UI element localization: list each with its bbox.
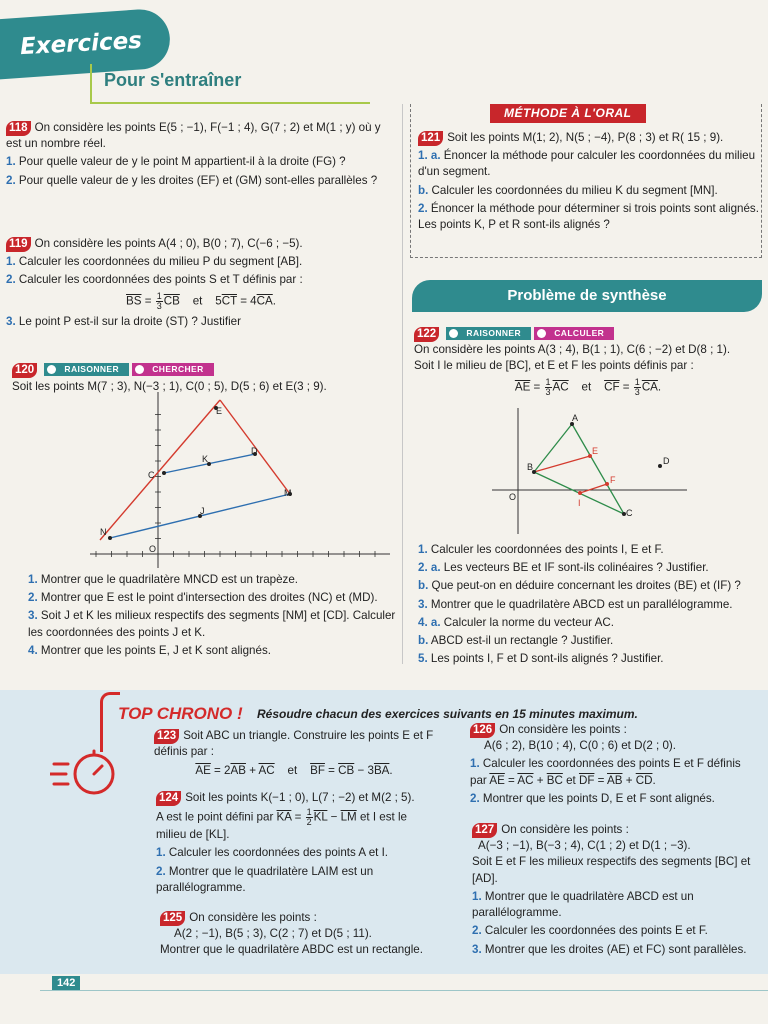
label-O: O: [509, 492, 517, 502]
stopwatch-icon: [50, 742, 130, 802]
question-3: Montrer que les droites (AE) et FC) sont parallèles.: [484, 942, 747, 956]
label-E: E: [216, 406, 223, 416]
exercise-intro: Soit ABC un triangle. Construire les points E et F définis par :: [154, 729, 434, 759]
exercise-intro: On considère les points :: [189, 911, 317, 924]
point-I: [578, 491, 582, 495]
exercise-intro-2: Soit E et F les milieux respectifs des segments [BC] et [AD].: [472, 855, 751, 885]
top-chrono-subtitle: Résoudre chacun des exercices suivants en 15 minutes maximum.: [257, 707, 638, 721]
vector-equation: $\overline{AE}$ = $\frac{1}{3}$ $\overline{AC}$ et $\overline{CF}$ = $\frac{1}{3}$ $\overline{CA}$.: [514, 376, 662, 397]
probleme-synthese-banner: Problème de synthèse: [412, 280, 762, 312]
question-2: Calculer les coordonnées des points E et F.: [484, 924, 708, 938]
question-1: Calculer les coordonnées des points E et F définis par: [470, 757, 741, 787]
exercise-122-questions: 1. Calculer les coordonnées des points I, E et F. 2. a. Les vecteurs BE et IF sont-ils colinéaires ? Justifier. b. Que peut-on en déduire concernant les droites (BE) et (IF) ? 3. Montrer que le quadrilatère ABCD est un parallélogramme. 4. a. Calculer la norme du vecteur AC. b. ABCD est-il un rectangle ? Justifier. 5. Les points I, F et D sont-ils alignés ? Justifier.: [418, 543, 741, 666]
exercise-number: 124: [156, 791, 181, 806]
exercise-number: 120: [12, 363, 37, 378]
exercise-intro-2: Soit I le milieu de [BC], et E et F les points définis par :: [414, 359, 694, 373]
question-3: Soit J et K les milieux respectifs des segments [NM] et [CD]. Calculer les coordonnées des points J et K.: [28, 609, 396, 639]
exercise-intro: On considère les points E(5 ; −1), F(−1 ; 4), G(7 ; 2) et M(1 ; y) où y est un nombre réel.: [6, 121, 381, 151]
exercise-number: 122: [414, 327, 439, 342]
question-3: Montrer que le quadrilatère ABCD est un parallélogramme.: [430, 597, 733, 611]
exercise-intro: Soit les points K(−1 ; 0), L(7 ; −2) et M(2 ; 5).: [185, 791, 415, 804]
exercise-intro: On considère les points :: [501, 823, 629, 836]
exercise-120-questions: 1. Montrer que le quadrilatère MNCD est un trapèze. 2. Montrer que E est le point d'intersection des droites (NC) et (MD). 3. Soit J et K les milieux respectifs des segments [NM] et [CD]. Calculer les coordonnées des points J et K. 4. Montrer que les points E, J et K sont alignés.: [28, 573, 396, 657]
exercise-intro: On considère les points :: [499, 723, 627, 736]
figure-122: [492, 408, 692, 536]
question-2: Calculer les coordonnées des points S et T définis par :: [18, 273, 303, 287]
question-2: Montrer que les points D, E et F sont alignés.: [482, 791, 715, 805]
tag-raisonner: RAISONNER: [446, 327, 531, 340]
exercise-number: 121: [418, 131, 443, 146]
label-F: F: [610, 475, 616, 485]
point-N: [108, 536, 112, 540]
exercise-intro: On considère les points A(4 ; 0), B(0 ; 7), C(−6 ; −5).: [34, 237, 303, 250]
label-I: I: [578, 498, 581, 508]
question-1: Calculer les coordonnées du milieu P du segment [AB].: [18, 255, 303, 269]
exercise-119: 119 On considère les points A(4 ; 0), B(0 ; 7), C(−6 ; −5). 1. Calculer les coordonnées du milieu P du segment [AB]. 2. Calculer les coordonnées des points S et T définis par : $\overline{BS}$ = $\frac{1}{3}$ $\overline{CB}$ et $5\overline{CT} = 4\overline{CA}$. 3. Le point P est-il sur la droite (ST) ? Justifier: [6, 236, 396, 330]
label-K: K: [202, 454, 209, 464]
exercise-120-header: [12, 362, 402, 395]
question-2b: Que peut-on en déduire concernant les droites (BE) et (IF) ?: [431, 579, 741, 593]
question-1b: Calculer les coordonnées du milieu K du segment [MN].: [431, 183, 718, 197]
exercise-intro-2: A est le point défini par: [156, 810, 274, 824]
question-2: Énoncer la méthode pour déterminer si trois points sont alignés. Les points K, P et R sont-ils alignés ?: [418, 201, 759, 232]
exercise-127: 127 On considère les points : A(−3 ; −1), B(−3 ; 4), C(1 ; 2) et D(1 ; −3). Soit E et F les milieux respectifs des segments [BC] et [AD]. 1. Montrer que le quadrilatère ABCD est un parallélogramme. 2. Calculer les coordonnées des points E et F. 3. Montrer que les droites (AE) et FC) sont parallèles.: [472, 822, 762, 958]
top-chrono-title: TOP CHRONO !: [118, 704, 243, 723]
points-list: A(2 ; −1), B(5 ; 3), C(2 ; 7) et D(5 ; 11).: [174, 927, 372, 941]
question-1: Montrer que le quadrilatère MNCD est un trapèze.: [40, 573, 299, 586]
question-2a: Les vecteurs BE et IF sont-ils colinéaires ? Justifier.: [443, 561, 709, 575]
question-4a: Calculer la norme du vecteur AC.: [443, 615, 614, 629]
exercise-intro: Soit les points M(7 ; 3), N(−3 ; 1), C(0 ; 5), D(5 ; 6) et E(3 ; 9).: [12, 380, 327, 394]
question-5: Les points I, F et D sont-ils alignés ? Justifier.: [430, 652, 664, 666]
exercise-number: 127: [472, 823, 497, 838]
question-1a: Énoncer la méthode pour calculer les coordonnées du milieu d'un segment.: [418, 149, 756, 179]
exercise-number: 125: [160, 911, 185, 926]
label-C: C: [626, 508, 633, 518]
exercise-number: 126: [470, 723, 495, 738]
exercise-118: 118 On considère les points E(5 ; −1), F(−1 ; 4), G(7 ; 2) et M(1 ; y) où y est un nombre réel. 1. Pour quelle valeur de y le point M appartient-il à la droite (FG) ? 2. Pour quelle valeur de y les droites (EF) et (GM) sont-elles parallèles ?: [6, 121, 381, 187]
page-number: 142: [52, 976, 80, 990]
question-3: Le point P est-il sur la droite (ST) ? Justifier: [18, 314, 241, 328]
label-B: B: [527, 462, 534, 472]
exercise-122: [414, 326, 762, 400]
exercise-123: [154, 728, 434, 783]
exercise-121: 121 Soit les points M(1; 2), N(5 ; −4), P(8 ; 3) et R( 15 ; 9). 1. a. Énoncer la méthode pour calculer les coordonnées du milieu d'un segment. b. Calculer les coordonnées du milieu K du segment [MN]. 2. Énoncer la méthode pour déterminer si trois points sont alignés. Les points K, P et R sont-ils alignés ?: [418, 131, 759, 232]
question-1: Pour quelle valeur de y le point M appartient-il à la droite (FG) ?: [18, 155, 346, 169]
question-1: Calculer les coordonnées des points A et I.: [168, 846, 389, 860]
points-list: A(6 ; 2), B(10 ; 4), C(0 ; 6) et D(2 ; 0).: [484, 739, 676, 753]
exercise-number: 119: [6, 237, 31, 252]
figure-120: [90, 392, 400, 572]
segment-IF: [580, 484, 607, 493]
tag-raisonner: RAISONNER: [44, 363, 129, 376]
vector-equation: $\overline{AE} = 2\overline{AB} + \overline{AC}$ et $\overline{BF} = \overline{CB} - 3\overline{BA}$.: [195, 764, 393, 778]
vector-equation: $\overline{BS}$ = $\frac{1}{3}$ $\overline{CB}$ et $5\overline{CT} = 4\overline{CA}$.: [126, 290, 276, 311]
label-C: C: [148, 470, 155, 480]
page-title: Exercices: [19, 27, 143, 61]
label-N: N: [100, 527, 107, 537]
line-NC: [100, 400, 223, 540]
label-M: M: [284, 488, 292, 498]
tag-chercher: CHERCHER: [132, 363, 213, 376]
question-2: Montrer que E est le point d'intersection des droites (NC) et (MD).: [40, 591, 378, 605]
label-D: D: [251, 446, 258, 456]
segment-BE: [534, 456, 590, 472]
exercise-number: 118: [6, 121, 31, 136]
segment-AB: [534, 424, 572, 472]
question-4: Montrer que les points E, J et K sont alignés.: [40, 643, 271, 657]
label-O: O: [149, 544, 157, 554]
exercise-intro-3: et I est le milieu de [KL].: [156, 810, 407, 842]
tag-calculer: CALCULER: [534, 327, 614, 340]
footer-line: [40, 990, 768, 991]
method-tag: MÉTHODE À L'ORAL: [490, 104, 646, 123]
points-list: A(−3 ; −1), B(−3 ; 4), C(1 ; 2) et D(1 ; −3).: [478, 839, 691, 853]
exercise-intro: On considère les points A(3 ; 4), B(1 ; 1), C(6 ; −2) et D(8 ; 1).: [414, 343, 731, 357]
section-subtitle: Pour s'entraîner: [104, 70, 242, 90]
label-A: A: [572, 413, 579, 423]
exercise-124: 124 Soit les points K(−1 ; 0), L(7 ; −2) et M(2 ; 5). A est le point défini par $\overline{KA}$ = $\frac{1}{2}$ $\overline{KL} - \overline{LM}$ et I est le milieu de [KL]. 1. Calculer les coordonnées des points A et I. 2. Montrer que le quadrilatère LAIM est un parallélogramme.: [156, 791, 415, 894]
exercise-125: [160, 910, 440, 959]
exercise-intro: Soit les points M(1; 2), N(5 ; −4), P(8 ; 3) et R( 15 ; 9).: [447, 131, 724, 144]
question-2: Pour quelle valeur de y les droites (EF) et (GM) sont-elles parallèles ?: [18, 173, 378, 187]
exercise-number: 123: [154, 729, 179, 744]
question: Montrer que le quadrilatère ABDC est un rectangle.: [160, 943, 423, 957]
label-E: E: [592, 446, 599, 456]
label-D: D: [663, 456, 670, 466]
point-D: [658, 464, 662, 468]
exercise-126: 126 On considère les points : A(6 ; 2), B(10 ; 4), C(0 ; 6) et D(2 ; 0). 1. Calculer les coordonnées des points E et F définis par $\overline{AE} = \overline{AC} + \overline{BC}$ et $\overline{DF} = \overline{AB} + \overline{CD}$. 2. Montrer que les points D, E et F sont alignés.: [470, 722, 760, 807]
question-2: Montrer que le quadrilatère LAIM est un parallélogramme.: [156, 864, 374, 894]
question-1: Calculer les coordonnées des points I, E et F.: [430, 543, 664, 556]
question-1: Montrer que le quadrilatère ABCD est un parallélogramme.: [472, 889, 694, 920]
label-J: J: [200, 506, 205, 516]
point-F: [605, 482, 609, 486]
question-4b: ABCD est-il un rectangle ? Justifier.: [430, 634, 614, 648]
point-C: [162, 471, 166, 475]
column-separator: [402, 104, 403, 664]
